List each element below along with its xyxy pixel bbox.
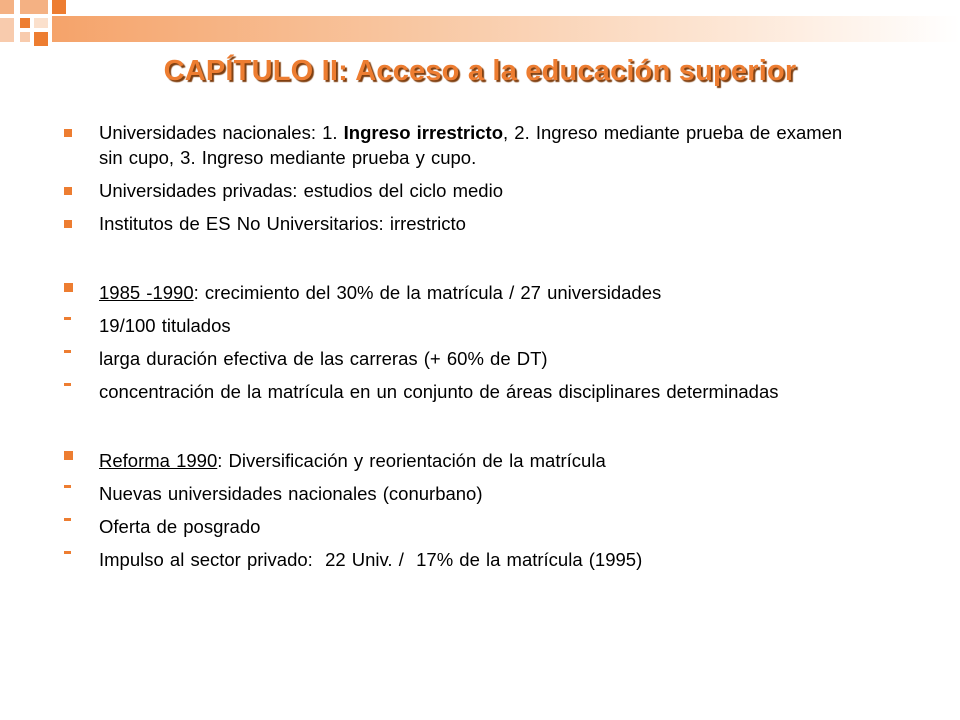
dash-text: larga duración efectiva de las carreras (+ 60% de DT) bbox=[99, 348, 548, 369]
bullet-text: Universidades privadas: estudios del ciclo medio bbox=[99, 180, 503, 201]
square-bullet-icon bbox=[62, 448, 82, 473]
slide-body bbox=[62, 120, 862, 572]
section-text: : crecimiento del 30% de la matrícula / 27 universidades bbox=[193, 282, 662, 303]
corner-decoration-square bbox=[34, 32, 48, 46]
section-item bbox=[62, 280, 862, 305]
dash-item bbox=[62, 346, 862, 371]
dash-item bbox=[62, 514, 862, 539]
bullet-item bbox=[62, 178, 862, 203]
bullet-item bbox=[62, 120, 862, 170]
bullet-bold-text: Ingreso irrestricto bbox=[343, 122, 503, 143]
dash-text: Oferta de posgrado bbox=[99, 516, 261, 537]
dash-item bbox=[62, 547, 862, 572]
bullet-text: Universidades nacionales: 1. bbox=[99, 122, 344, 143]
dash-item bbox=[62, 379, 862, 404]
section-text: : Diversificación y reorientación de la matrícula bbox=[217, 450, 606, 471]
dash-text: concentración de la matrícula en un conjunto de áreas disciplinares determinadas bbox=[99, 381, 779, 402]
corner-decoration-square bbox=[0, 0, 14, 14]
corner-decoration-square bbox=[20, 18, 30, 28]
corner-decoration-square bbox=[52, 0, 66, 14]
dash-bullet-icon bbox=[62, 547, 82, 572]
square-bullet-icon bbox=[62, 178, 82, 203]
dash-item bbox=[62, 313, 862, 338]
bullet-text: Institutos de ES No Universitarios: irrestricto bbox=[99, 213, 466, 234]
bullet-text: , 2. Ingreso mediante prueba de examen sin cupo, 3. Ingreso mediante prueba y cupo. bbox=[99, 122, 843, 168]
dash-bullet-icon bbox=[62, 379, 82, 404]
header-gradient-bar bbox=[52, 16, 960, 42]
bullet-item bbox=[62, 211, 862, 236]
square-bullet-icon bbox=[62, 211, 82, 236]
slide-title: CAPÍTULO II: Acceso a la educación superior bbox=[163, 55, 797, 87]
dash-bullet-icon bbox=[62, 346, 82, 371]
section-underlined-text: Reforma 1990 bbox=[99, 450, 218, 471]
dash-text: Impulso al sector privado: 22 Univ. / 17% de la matrícula (1995) bbox=[99, 549, 643, 570]
dash-item bbox=[62, 481, 862, 506]
square-bullet-icon bbox=[62, 280, 82, 305]
dash-text: 19/100 titulados bbox=[99, 315, 231, 336]
square-bullet-icon bbox=[62, 120, 82, 145]
corner-decoration-square bbox=[0, 18, 14, 42]
dash-text: Nuevas universidades nacionales (conurbano) bbox=[99, 483, 483, 504]
section-item bbox=[62, 448, 862, 473]
corner-decoration-square bbox=[20, 0, 48, 14]
dash-bullet-icon bbox=[62, 313, 82, 338]
corner-decoration-square bbox=[20, 32, 30, 42]
section-underlined-text: 1985 -1990 bbox=[99, 282, 194, 303]
dash-bullet-icon bbox=[62, 514, 82, 539]
corner-decoration-square bbox=[34, 18, 48, 28]
dash-bullet-icon bbox=[62, 481, 82, 506]
